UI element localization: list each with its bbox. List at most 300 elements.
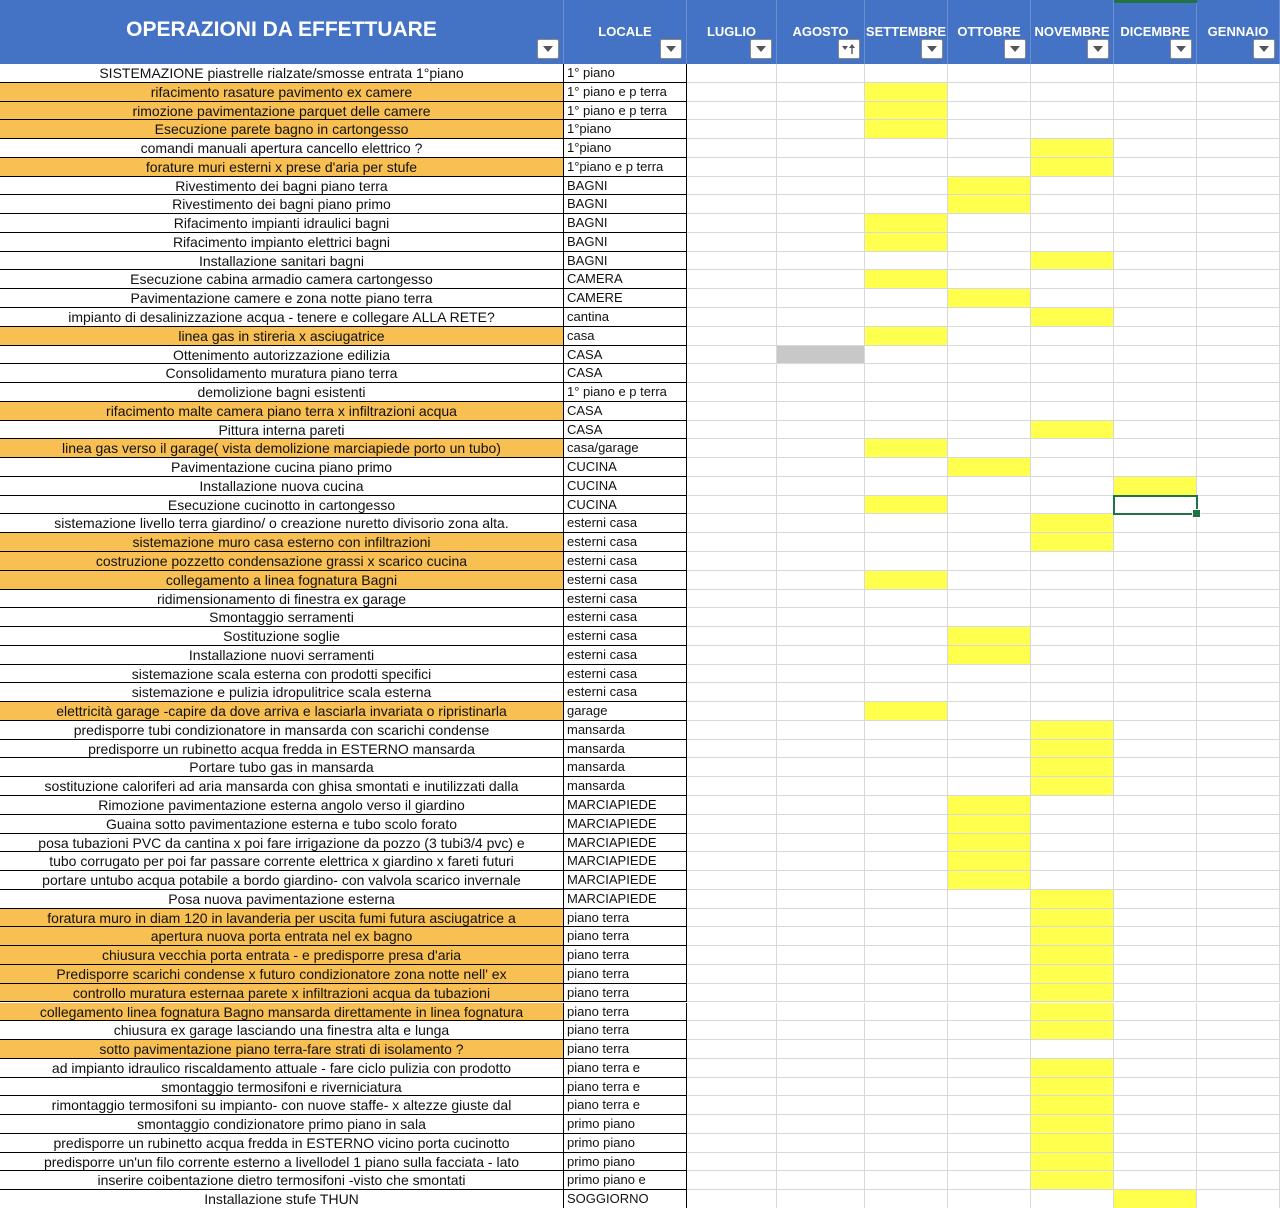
month-cell-ottobre[interactable] — [948, 514, 1031, 533]
locale-cell[interactable]: MARCIAPIEDE — [564, 852, 687, 871]
month-cell-dicembre[interactable] — [1114, 702, 1197, 721]
operation-cell[interactable]: Ottenimento autorizzazione edilizia — [0, 346, 564, 365]
month-cell-novembre[interactable] — [1031, 665, 1114, 684]
month-cell-dicembre[interactable] — [1114, 590, 1197, 609]
month-cell-luglio[interactable] — [687, 233, 777, 252]
month-cell-settembre[interactable] — [865, 627, 948, 646]
month-cell-agosto[interactable] — [777, 740, 865, 759]
month-cell-novembre[interactable] — [1031, 702, 1114, 721]
month-cell-luglio[interactable] — [687, 252, 777, 271]
operation-cell[interactable]: Rivestimento dei bagni piano primo — [0, 195, 564, 214]
month-cell-luglio[interactable] — [687, 83, 777, 102]
month-cell-ottobre[interactable] — [948, 815, 1031, 834]
month-cell-ottobre[interactable] — [948, 458, 1031, 477]
sort-button-agosto[interactable] — [838, 39, 860, 59]
filter-button-luglio[interactable] — [750, 39, 772, 59]
month-cell-novembre[interactable] — [1031, 552, 1114, 571]
month-cell-dicembre[interactable] — [1114, 552, 1197, 571]
month-cell-gennaio[interactable] — [1197, 270, 1280, 289]
month-cell-gennaio[interactable] — [1197, 496, 1280, 515]
month-cell-luglio[interactable] — [687, 815, 777, 834]
month-cell-settembre[interactable] — [865, 102, 948, 121]
month-cell-agosto[interactable] — [777, 102, 865, 121]
operation-cell[interactable]: Esecuzione parete bagno in cartongesso — [0, 120, 564, 139]
month-cell-dicembre[interactable] — [1114, 871, 1197, 890]
month-cell-dicembre[interactable] — [1114, 1096, 1197, 1115]
month-cell-dicembre[interactable] — [1114, 758, 1197, 777]
month-cell-agosto[interactable] — [777, 402, 865, 421]
month-cell-agosto[interactable] — [777, 1134, 865, 1153]
month-cell-gennaio[interactable] — [1197, 796, 1280, 815]
month-cell-gennaio[interactable] — [1197, 233, 1280, 252]
month-cell-luglio[interactable] — [687, 552, 777, 571]
month-cell-settembre[interactable] — [865, 308, 948, 327]
month-cell-gennaio[interactable] — [1197, 64, 1280, 83]
month-cell-novembre[interactable] — [1031, 83, 1114, 102]
locale-cell[interactable]: piano terra — [564, 927, 687, 946]
month-cell-dicembre[interactable] — [1114, 270, 1197, 289]
month-cell-novembre[interactable] — [1031, 64, 1114, 83]
month-cell-dicembre[interactable] — [1114, 1059, 1197, 1078]
month-cell-novembre[interactable] — [1031, 514, 1114, 533]
month-cell-ottobre[interactable] — [948, 852, 1031, 871]
month-cell-gennaio[interactable] — [1197, 646, 1280, 665]
month-cell-dicembre[interactable] — [1114, 233, 1197, 252]
month-cell-ottobre[interactable] — [948, 346, 1031, 365]
locale-cell[interactable]: primo piano — [564, 1153, 687, 1172]
month-cell-luglio[interactable] — [687, 946, 777, 965]
month-cell-ottobre[interactable] — [948, 552, 1031, 571]
month-cell-agosto[interactable] — [777, 421, 865, 440]
locale-cell[interactable]: BAGNI — [564, 177, 687, 196]
month-cell-dicembre[interactable] — [1114, 83, 1197, 102]
operation-cell[interactable]: elettricità garage -capire da dove arriva e lasciarla invariata o ripristinarla — [0, 702, 564, 721]
month-cell-ottobre[interactable] — [948, 758, 1031, 777]
month-cell-gennaio[interactable] — [1197, 533, 1280, 552]
month-cell-luglio[interactable] — [687, 683, 777, 702]
month-cell-gennaio[interactable] — [1197, 1115, 1280, 1134]
month-cell-agosto[interactable] — [777, 702, 865, 721]
month-cell-settembre[interactable] — [865, 439, 948, 458]
month-cell-settembre[interactable] — [865, 402, 948, 421]
month-cell-novembre[interactable] — [1031, 270, 1114, 289]
locale-cell[interactable]: piano terra — [564, 1003, 687, 1022]
locale-cell[interactable]: esterni casa — [564, 608, 687, 627]
operation-cell[interactable]: Pavimentazione cucina piano primo — [0, 458, 564, 477]
month-cell-agosto[interactable] — [777, 1003, 865, 1022]
month-cell-novembre[interactable] — [1031, 289, 1114, 308]
header-month-luglio[interactable] — [687, 0, 777, 64]
month-cell-novembre[interactable] — [1031, 252, 1114, 271]
month-cell-ottobre[interactable] — [948, 702, 1031, 721]
month-cell-luglio[interactable] — [687, 1021, 777, 1040]
month-cell-luglio[interactable] — [687, 496, 777, 515]
month-cell-dicembre[interactable] — [1114, 214, 1197, 233]
month-cell-agosto[interactable] — [777, 571, 865, 590]
month-cell-ottobre[interactable] — [948, 984, 1031, 1003]
operation-cell[interactable]: Rifacimento impianto elettrici bagni — [0, 233, 564, 252]
locale-cell[interactable]: CUCINA — [564, 477, 687, 496]
month-cell-settembre[interactable] — [865, 552, 948, 571]
header-locale[interactable] — [564, 0, 687, 64]
month-cell-gennaio[interactable] — [1197, 120, 1280, 139]
locale-cell[interactable]: mansarda — [564, 721, 687, 740]
month-cell-dicembre[interactable] — [1114, 834, 1197, 853]
month-cell-dicembre[interactable] — [1114, 195, 1197, 214]
month-cell-gennaio[interactable] — [1197, 1021, 1280, 1040]
month-cell-luglio[interactable] — [687, 608, 777, 627]
operation-cell[interactable]: Installazione nuova cucina — [0, 477, 564, 496]
operation-cell[interactable]: predisporre un rubinetto acqua fredda in ESTERNO mansarda — [0, 740, 564, 759]
month-cell-settembre[interactable] — [865, 1134, 948, 1153]
month-cell-gennaio[interactable] — [1197, 965, 1280, 984]
month-cell-luglio[interactable] — [687, 834, 777, 853]
month-cell-gennaio[interactable] — [1197, 1059, 1280, 1078]
month-cell-dicembre[interactable] — [1114, 458, 1197, 477]
month-cell-agosto[interactable] — [777, 177, 865, 196]
month-cell-settembre[interactable] — [865, 120, 948, 139]
locale-cell[interactable]: esterni casa — [564, 665, 687, 684]
operation-cell[interactable]: controllo muratura esternaa parete x infiltrazioni acqua da tubazioni — [0, 984, 564, 1003]
month-cell-ottobre[interactable] — [948, 608, 1031, 627]
month-cell-settembre[interactable] — [865, 965, 948, 984]
month-cell-ottobre[interactable] — [948, 496, 1031, 515]
locale-cell[interactable]: CASA — [564, 346, 687, 365]
locale-cell[interactable]: SOGGIORNO — [564, 1190, 687, 1208]
month-cell-ottobre[interactable] — [948, 1153, 1031, 1172]
month-cell-novembre[interactable] — [1031, 1115, 1114, 1134]
operation-cell[interactable]: Rifacimento impianti idraulici bagni — [0, 214, 564, 233]
month-cell-agosto[interactable] — [777, 533, 865, 552]
operation-cell[interactable]: Posa nuova pavimentazione esterna — [0, 890, 564, 909]
month-cell-settembre[interactable] — [865, 233, 948, 252]
month-cell-ottobre[interactable] — [948, 946, 1031, 965]
month-cell-settembre[interactable] — [865, 177, 948, 196]
month-cell-dicembre[interactable] — [1114, 102, 1197, 121]
month-cell-agosto[interactable] — [777, 477, 865, 496]
month-cell-luglio[interactable] — [687, 177, 777, 196]
month-cell-ottobre[interactable] — [948, 439, 1031, 458]
month-cell-dicembre[interactable] — [1114, 1078, 1197, 1097]
month-cell-agosto[interactable] — [777, 139, 865, 158]
month-cell-luglio[interactable] — [687, 796, 777, 815]
month-cell-ottobre[interactable] — [948, 683, 1031, 702]
month-cell-luglio[interactable] — [687, 139, 777, 158]
month-cell-settembre[interactable] — [865, 214, 948, 233]
month-cell-agosto[interactable] — [777, 552, 865, 571]
month-cell-gennaio[interactable] — [1197, 777, 1280, 796]
month-cell-settembre[interactable] — [865, 383, 948, 402]
month-cell-ottobre[interactable] — [948, 327, 1031, 346]
locale-cell[interactable]: piano terra e — [564, 1078, 687, 1097]
header-month-novembre[interactable] — [1031, 0, 1114, 64]
month-cell-novembre[interactable] — [1031, 571, 1114, 590]
month-cell-novembre[interactable] — [1031, 909, 1114, 928]
locale-cell[interactable]: esterni casa — [564, 514, 687, 533]
operation-cell[interactable]: Pavimentazione camere e zona notte piano terra — [0, 289, 564, 308]
month-cell-settembre[interactable] — [865, 533, 948, 552]
month-cell-novembre[interactable] — [1031, 796, 1114, 815]
operation-cell[interactable]: rimontaggio termosifoni su impianto- con nuove staffe- x altezze giuste dal — [0, 1096, 564, 1115]
filter-button-settembre[interactable] — [921, 39, 943, 59]
month-cell-novembre[interactable] — [1031, 683, 1114, 702]
month-cell-agosto[interactable] — [777, 834, 865, 853]
filter-button-locale[interactable] — [660, 39, 682, 59]
month-cell-settembre[interactable] — [865, 327, 948, 346]
month-cell-luglio[interactable] — [687, 1115, 777, 1134]
header-month-agosto[interactable] — [777, 0, 865, 64]
locale-cell[interactable]: 1°piano e p terra — [564, 158, 687, 177]
month-cell-agosto[interactable] — [777, 289, 865, 308]
month-cell-gennaio[interactable] — [1197, 327, 1280, 346]
month-cell-agosto[interactable] — [777, 496, 865, 515]
operation-cell[interactable]: posa tubazioni PVC da cantina x poi fare irrigazione da pozzo (3 tubi3/4 pvc) e — [0, 834, 564, 853]
month-cell-ottobre[interactable] — [948, 477, 1031, 496]
locale-cell[interactable]: esterni casa — [564, 533, 687, 552]
month-cell-agosto[interactable] — [777, 1190, 865, 1208]
operation-cell[interactable]: Smontaggio serramenti — [0, 608, 564, 627]
month-cell-gennaio[interactable] — [1197, 1153, 1280, 1172]
locale-cell[interactable]: esterni casa — [564, 683, 687, 702]
month-cell-agosto[interactable] — [777, 64, 865, 83]
month-cell-luglio[interactable] — [687, 158, 777, 177]
month-cell-luglio[interactable] — [687, 627, 777, 646]
month-cell-ottobre[interactable] — [948, 177, 1031, 196]
locale-cell[interactable]: piano terra — [564, 909, 687, 928]
month-cell-dicembre[interactable] — [1114, 120, 1197, 139]
month-cell-luglio[interactable] — [687, 439, 777, 458]
month-cell-settembre[interactable] — [865, 909, 948, 928]
month-cell-dicembre[interactable] — [1114, 1134, 1197, 1153]
month-cell-gennaio[interactable] — [1197, 214, 1280, 233]
month-cell-gennaio[interactable] — [1197, 590, 1280, 609]
operation-cell[interactable]: linea gas in stireria x asciugatrice — [0, 327, 564, 346]
month-cell-agosto[interactable] — [777, 83, 865, 102]
month-cell-settembre[interactable] — [865, 740, 948, 759]
month-cell-settembre[interactable] — [865, 64, 948, 83]
operation-cell[interactable]: comandi manuali apertura cancello elettrico ? — [0, 139, 564, 158]
month-cell-ottobre[interactable] — [948, 796, 1031, 815]
month-cell-dicembre[interactable] — [1114, 627, 1197, 646]
month-cell-gennaio[interactable] — [1197, 871, 1280, 890]
month-cell-settembre[interactable] — [865, 252, 948, 271]
locale-cell[interactable]: piano terra — [564, 1040, 687, 1059]
month-cell-dicembre[interactable] — [1114, 1190, 1197, 1208]
month-cell-gennaio[interactable] — [1197, 102, 1280, 121]
locale-cell[interactable]: MARCIAPIEDE — [564, 815, 687, 834]
month-cell-gennaio[interactable] — [1197, 83, 1280, 102]
month-cell-dicembre[interactable] — [1114, 514, 1197, 533]
locale-cell[interactable]: esterni casa — [564, 571, 687, 590]
operation-cell[interactable]: rifacimento malte camera piano terra x infiltrazioni acqua — [0, 402, 564, 421]
locale-cell[interactable]: 1° piano — [564, 64, 687, 83]
locale-cell[interactable]: primo piano — [564, 1134, 687, 1153]
locale-cell[interactable]: esterni casa — [564, 646, 687, 665]
month-cell-dicembre[interactable] — [1114, 421, 1197, 440]
operation-cell[interactable]: rimozione pavimentazione parquet delle camere — [0, 102, 564, 121]
month-cell-agosto[interactable] — [777, 308, 865, 327]
month-cell-settembre[interactable] — [865, 289, 948, 308]
month-cell-dicembre[interactable] — [1114, 796, 1197, 815]
locale-cell[interactable]: piano terra — [564, 946, 687, 965]
month-cell-dicembre[interactable] — [1114, 984, 1197, 1003]
month-cell-novembre[interactable] — [1031, 777, 1114, 796]
locale-cell[interactable]: CAMERE — [564, 289, 687, 308]
month-cell-ottobre[interactable] — [948, 289, 1031, 308]
month-cell-agosto[interactable] — [777, 233, 865, 252]
month-cell-luglio[interactable] — [687, 1078, 777, 1097]
month-cell-novembre[interactable] — [1031, 177, 1114, 196]
month-cell-luglio[interactable] — [687, 909, 777, 928]
month-cell-luglio[interactable] — [687, 665, 777, 684]
operation-cell[interactable]: Rivestimento dei bagni piano terra — [0, 177, 564, 196]
month-cell-ottobre[interactable] — [948, 834, 1031, 853]
operation-cell[interactable]: chiusura vecchia porta entrata - e predisporre presa d'aria — [0, 946, 564, 965]
month-cell-agosto[interactable] — [777, 252, 865, 271]
month-cell-ottobre[interactable] — [948, 158, 1031, 177]
month-cell-dicembre[interactable] — [1114, 683, 1197, 702]
locale-cell[interactable]: primo piano — [564, 1115, 687, 1134]
month-cell-agosto[interactable] — [777, 158, 865, 177]
month-cell-luglio[interactable] — [687, 721, 777, 740]
month-cell-ottobre[interactable] — [948, 777, 1031, 796]
month-cell-luglio[interactable] — [687, 927, 777, 946]
month-cell-luglio[interactable] — [687, 64, 777, 83]
month-cell-dicembre[interactable] — [1114, 477, 1197, 496]
month-cell-ottobre[interactable] — [948, 233, 1031, 252]
operation-cell[interactable]: collegamento linea fognatura Bagno mansarda direttamente in linea fognatura — [0, 1003, 564, 1022]
month-cell-settembre[interactable] — [865, 195, 948, 214]
filter-button-gennaio[interactable] — [1253, 39, 1275, 59]
header-month-ottobre[interactable] — [948, 0, 1031, 64]
locale-cell[interactable]: 1° piano e p terra — [564, 383, 687, 402]
operation-cell[interactable]: forature muri esterni x prese d'aria per stufe — [0, 158, 564, 177]
month-cell-agosto[interactable] — [777, 346, 865, 365]
month-cell-settembre[interactable] — [865, 796, 948, 815]
filter-button-dicembre[interactable] — [1170, 39, 1192, 59]
month-cell-dicembre[interactable] — [1114, 740, 1197, 759]
locale-cell[interactable]: piano terra — [564, 984, 687, 1003]
filter-button-ottobre[interactable] — [1004, 39, 1026, 59]
locale-cell[interactable]: cantina — [564, 308, 687, 327]
month-cell-gennaio[interactable] — [1197, 683, 1280, 702]
operation-cell[interactable]: predisporre un rubinetto acqua fredda in ESTERNO vicino porta cucinotto — [0, 1134, 564, 1153]
month-cell-luglio[interactable] — [687, 1134, 777, 1153]
month-cell-agosto[interactable] — [777, 796, 865, 815]
month-cell-ottobre[interactable] — [948, 1134, 1031, 1153]
month-cell-ottobre[interactable] — [948, 421, 1031, 440]
month-cell-ottobre[interactable] — [948, 627, 1031, 646]
month-cell-ottobre[interactable] — [948, 665, 1031, 684]
month-cell-novembre[interactable] — [1031, 496, 1114, 515]
header-month-settembre[interactable] — [865, 0, 948, 64]
month-cell-settembre[interactable] — [865, 1115, 948, 1134]
operation-cell[interactable]: ad impianto idraulico riscaldamento attuale - fare ciclo pulizia con prodotto — [0, 1059, 564, 1078]
operation-cell[interactable]: Consolidamento muratura piano terra — [0, 364, 564, 383]
month-cell-agosto[interactable] — [777, 270, 865, 289]
operation-cell[interactable]: Rimozione pavimentazione esterna angolo verso il giardino — [0, 796, 564, 815]
month-cell-agosto[interactable] — [777, 871, 865, 890]
month-cell-dicembre[interactable] — [1114, 1040, 1197, 1059]
month-cell-dicembre[interactable] — [1114, 721, 1197, 740]
month-cell-ottobre[interactable] — [948, 383, 1031, 402]
month-cell-dicembre[interactable] — [1114, 383, 1197, 402]
month-cell-agosto[interactable] — [777, 909, 865, 928]
month-cell-novembre[interactable] — [1031, 815, 1114, 834]
month-cell-agosto[interactable] — [777, 646, 865, 665]
month-cell-novembre[interactable] — [1031, 852, 1114, 871]
month-cell-dicembre[interactable] — [1114, 364, 1197, 383]
month-cell-luglio[interactable] — [687, 1171, 777, 1190]
month-cell-settembre[interactable] — [865, 608, 948, 627]
month-cell-gennaio[interactable] — [1197, 721, 1280, 740]
operation-cell[interactable]: Esecuzione cabina armadio camera cartongesso — [0, 270, 564, 289]
month-cell-agosto[interactable] — [777, 1021, 865, 1040]
month-cell-novembre[interactable] — [1031, 158, 1114, 177]
month-cell-dicembre[interactable] — [1114, 608, 1197, 627]
month-cell-novembre[interactable] — [1031, 965, 1114, 984]
month-cell-settembre[interactable] — [865, 1059, 948, 1078]
month-cell-settembre[interactable] — [865, 834, 948, 853]
locale-cell[interactable]: casa/garage — [564, 439, 687, 458]
operation-cell[interactable]: tubo corrugato per poi far passare corrente elettrica x giardino x fareti futuri — [0, 852, 564, 871]
month-cell-luglio[interactable] — [687, 346, 777, 365]
month-cell-novembre[interactable] — [1031, 120, 1114, 139]
month-cell-luglio[interactable] — [687, 758, 777, 777]
month-cell-gennaio[interactable] — [1197, 946, 1280, 965]
month-cell-luglio[interactable] — [687, 383, 777, 402]
month-cell-dicembre[interactable] — [1114, 852, 1197, 871]
month-cell-ottobre[interactable] — [948, 1096, 1031, 1115]
locale-cell[interactable]: piano terra — [564, 965, 687, 984]
month-cell-agosto[interactable] — [777, 1040, 865, 1059]
month-cell-novembre[interactable] — [1031, 1003, 1114, 1022]
month-cell-settembre[interactable] — [865, 702, 948, 721]
locale-cell[interactable]: MARCIAPIEDE — [564, 796, 687, 815]
operation-cell[interactable]: apertura nuova porta entrata nel ex bagno — [0, 927, 564, 946]
month-cell-luglio[interactable] — [687, 1153, 777, 1172]
operation-cell[interactable]: Guaina sotto pavimentazione esterna e tubo scolo forato — [0, 815, 564, 834]
locale-cell[interactable]: mansarda — [564, 740, 687, 759]
month-cell-novembre[interactable] — [1031, 214, 1114, 233]
month-cell-novembre[interactable] — [1031, 721, 1114, 740]
month-cell-gennaio[interactable] — [1197, 984, 1280, 1003]
locale-cell[interactable]: mansarda — [564, 777, 687, 796]
month-cell-luglio[interactable] — [687, 646, 777, 665]
filter-button-operations[interactable] — [537, 39, 559, 59]
month-cell-settembre[interactable] — [865, 458, 948, 477]
month-cell-gennaio[interactable] — [1197, 1003, 1280, 1022]
month-cell-gennaio[interactable] — [1197, 514, 1280, 533]
month-cell-dicembre[interactable] — [1114, 946, 1197, 965]
month-cell-ottobre[interactable] — [948, 721, 1031, 740]
month-cell-settembre[interactable] — [865, 758, 948, 777]
operation-cell[interactable]: Predisporre scarichi condense x futuro condizionatore zona notte nell' ex — [0, 965, 564, 984]
month-cell-ottobre[interactable] — [948, 1021, 1031, 1040]
operation-cell[interactable]: demolizione bagni esistenti — [0, 383, 564, 402]
month-cell-agosto[interactable] — [777, 195, 865, 214]
month-cell-gennaio[interactable] — [1197, 252, 1280, 271]
month-cell-agosto[interactable] — [777, 608, 865, 627]
month-cell-dicembre[interactable] — [1114, 289, 1197, 308]
locale-cell[interactable]: casa — [564, 327, 687, 346]
month-cell-novembre[interactable] — [1031, 946, 1114, 965]
month-cell-agosto[interactable] — [777, 984, 865, 1003]
month-cell-gennaio[interactable] — [1197, 195, 1280, 214]
month-cell-dicembre[interactable] — [1114, 965, 1197, 984]
locale-cell[interactable]: BAGNI — [564, 195, 687, 214]
month-cell-ottobre[interactable] — [948, 1115, 1031, 1134]
